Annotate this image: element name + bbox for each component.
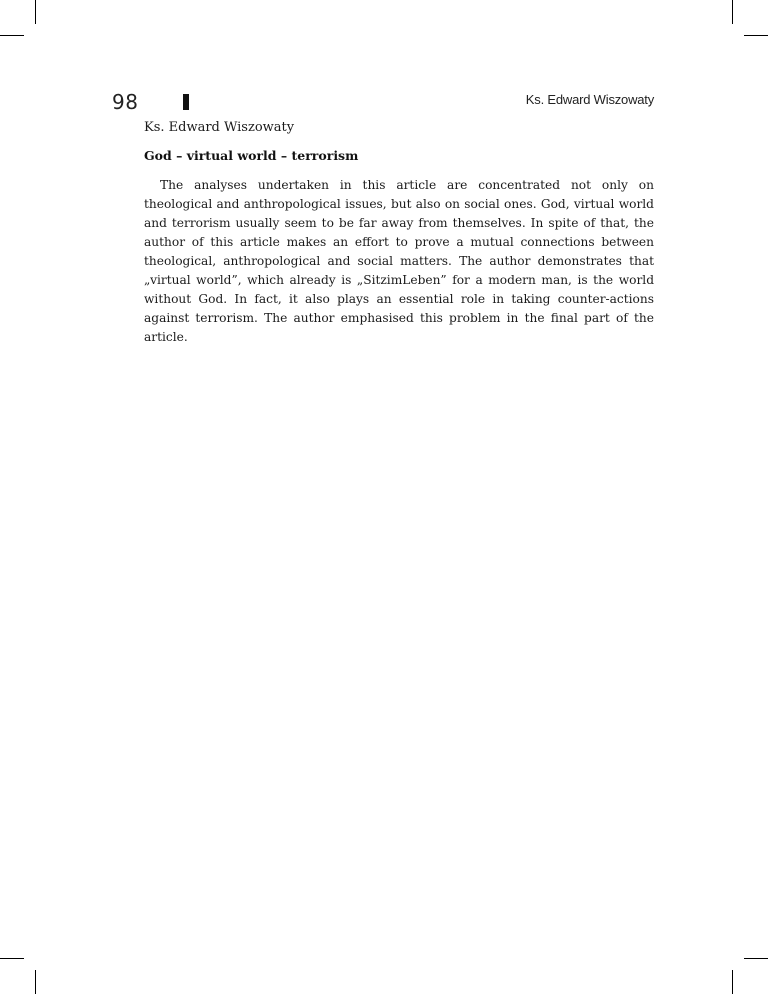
crop-mark-bottom-left-vertical [35,970,36,994]
crop-mark-top-left-vertical [35,0,36,24]
crop-mark-bottom-right-vertical [732,970,733,994]
crop-mark-bottom-right-horizontal [744,958,768,959]
crop-mark-top-right-vertical [732,0,733,24]
crop-mark-bottom-left-horizontal [0,958,24,959]
crop-mark-top-right-horizontal [744,35,768,36]
running-head: Ks. Edward Wiszowaty [525,92,654,107]
article-title: God – virtual world – terrorism [144,148,359,163]
header-divider-bar [183,94,189,110]
article-abstract: The analyses undertaken in this article are concentrated not only on theological and anthropological issues, but also on social ones. God, virtual world and terrorism usually seem to be far away from themselves. In spite of that, the author of this article makes an effort to prove a mutual connections between theological, anthropological and social matters. The author demonstrates that „virtual world”, which already is „SitzimLeben” for a modern man, is the world without God. In fact, it also plays an essential role in taking counter-actions against terrorism. The author emphasised this problem in the final part of the article. [144,178,654,344]
crop-mark-top-left-horizontal [0,35,24,36]
article-author: Ks. Edward Wiszowaty [144,120,295,135]
page-number: 98 [112,90,139,114]
